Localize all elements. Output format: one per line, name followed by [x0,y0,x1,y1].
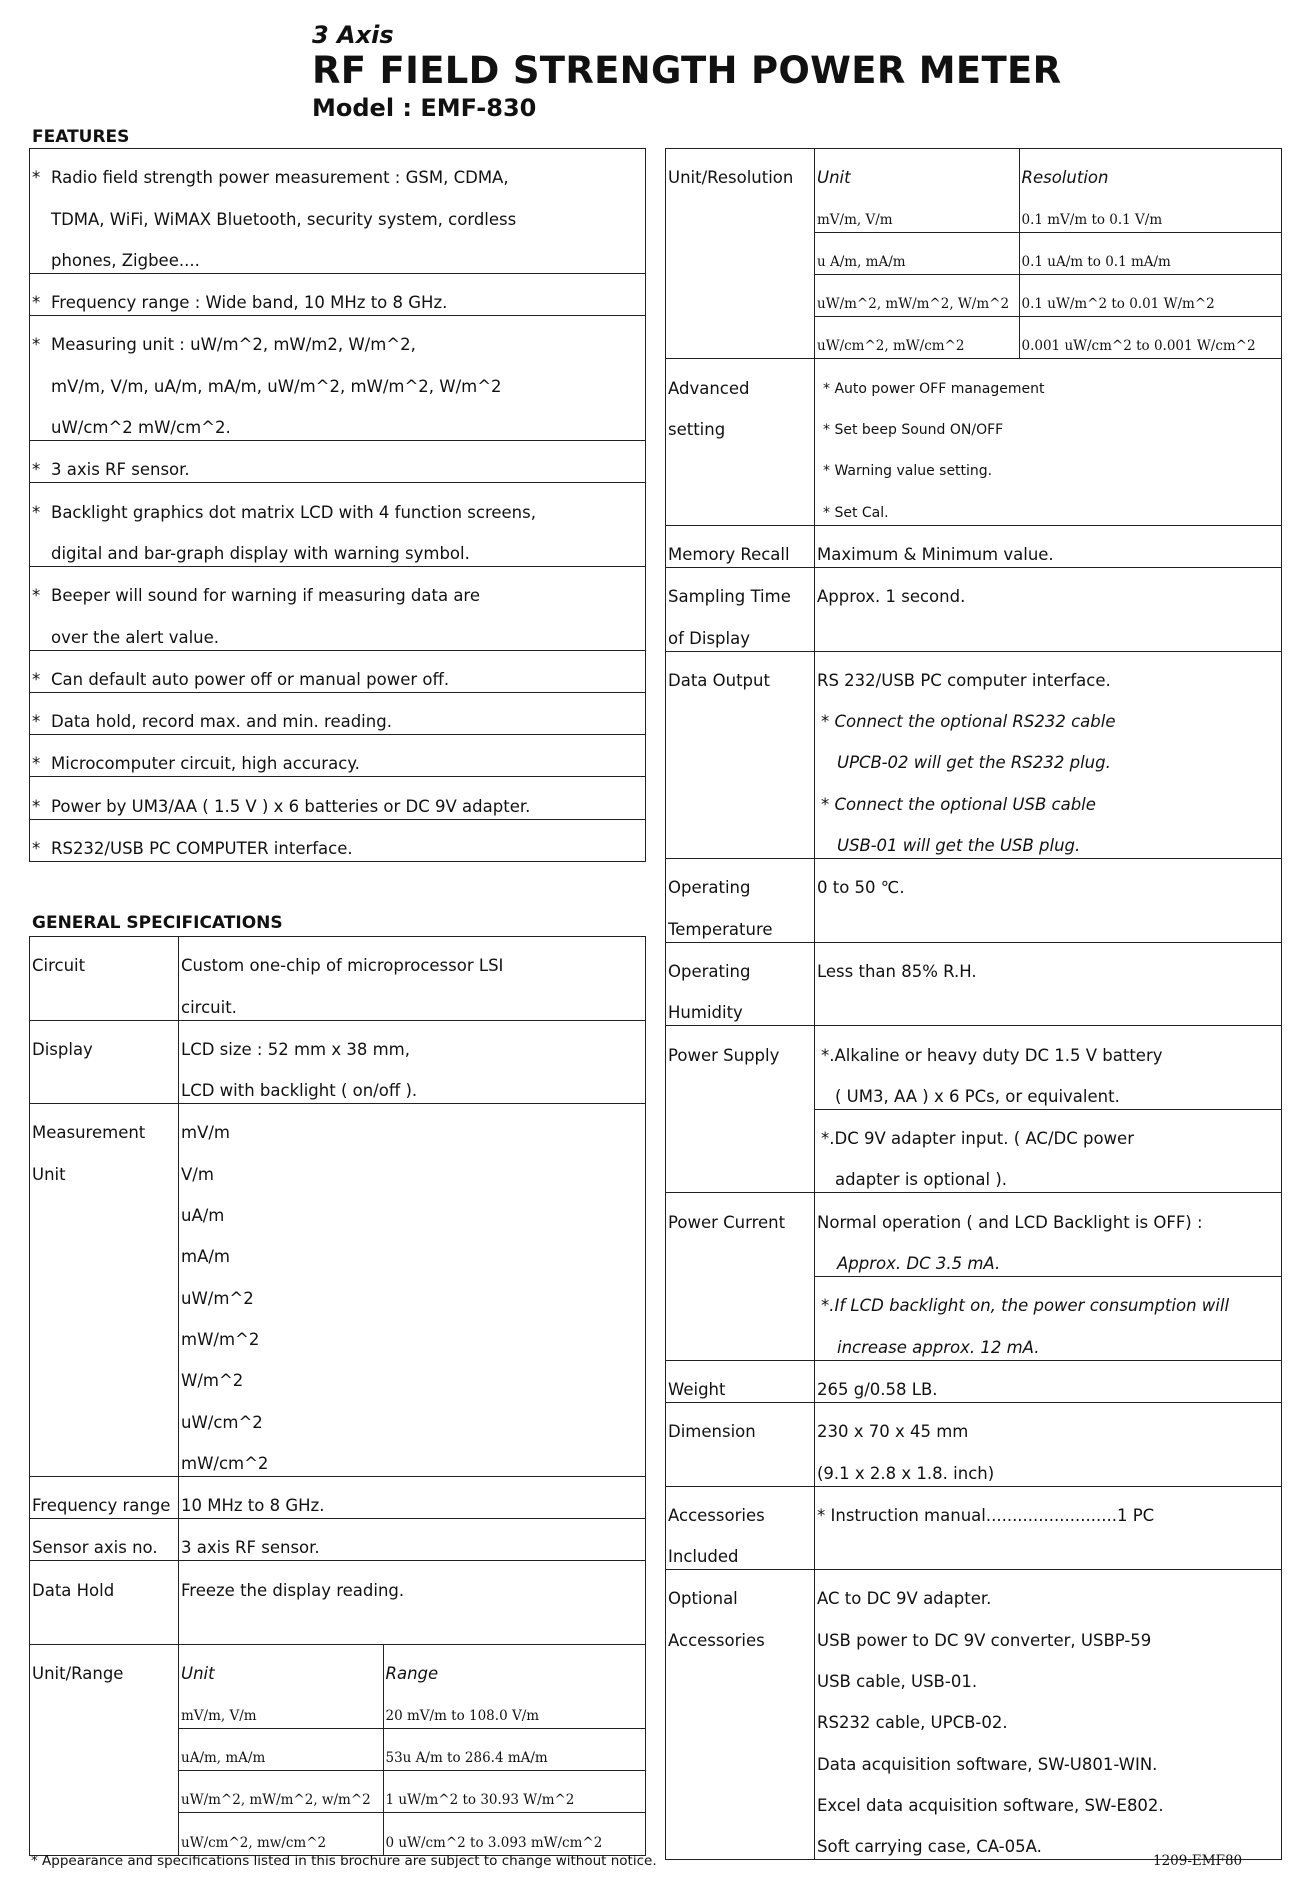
spec-value: *.DC 9V adapter input. ( AC/DC power [821,1129,1134,1149]
feature-text: uW/cm^2 mW/cm^2. [51,418,231,438]
range-cell: 53u A/m to 286.4 mA/m [385,1749,548,1766]
unit-res-row [815,274,1281,316]
feature-item [30,441,646,483]
spec-value: Maximum & Minimum value. [817,544,1054,564]
spec-label: Unit [32,1164,66,1184]
footer-code: 1209-EMF80 [1153,1853,1243,1869]
feature-line [32,190,643,231]
feature-line [32,651,643,692]
unit-cell: mV/m, V/m [181,1707,257,1724]
optional-accessory-item: USB cable, USB-01. [817,1671,978,1691]
spec-label: Included [668,1547,739,1567]
subtitle: 3 Axis [312,21,394,49]
spec-label: Accessories [668,1505,765,1525]
spec-label: Data Hold [32,1580,115,1600]
spec-row-memory [666,525,1282,567]
spec-label: Dimension [668,1422,756,1442]
unit-res-row [815,317,1281,359]
spec-row-display [30,1020,646,1104]
feature-text: Backlight graphics dot matrix LCD with 4 function screens, [51,502,536,522]
general-specs-table [29,936,646,1856]
feature-item [30,735,646,777]
spec-value: Custom one-chip of microprocessor LSI [181,956,504,976]
general-specs-heading: GENERAL SPECIFICATIONS [32,913,283,933]
advanced-setting-item: * Set beep Sound ON/OFF [823,422,1004,439]
feature-line [32,399,643,440]
resolution-cell: 0.1 uA/m to 0.1 mA/m [1021,253,1171,270]
spec-label: of Display [668,628,750,648]
spec-label: Temperature [668,919,773,939]
spec-value: *.If LCD backlight on, the power consumption will [821,1296,1230,1316]
spec-row-data-output [666,651,1282,858]
spec-label: Display [32,1039,93,1059]
range-cell: 0 uW/cm^2 to 3.093 mW/cm^2 [385,1834,603,1851]
unit-range-row [179,1728,645,1770]
unit-range-row [179,1770,645,1812]
spec-row-sensor [30,1519,646,1561]
spec-value: (9.1 x 2.8 x 1.8. inch) [817,1463,995,1483]
unit-range-table [179,1645,645,1854]
feature-text: mV/m, V/m, uA/m, mA/m, uW/m^2, mW/m^2, W/m^2 [51,376,502,396]
spec-label: Sensor axis no. [32,1538,158,1558]
bullet-star: * [32,460,41,480]
unit-resolution-table [815,149,1281,358]
unit-cell: uW/m^2, mW/m^2, W/m^2 [817,296,1010,313]
spec-value: LCD size : 52 mm x 38 mm, [181,1039,410,1059]
spec-value: adapter is optional ). [835,1170,1008,1190]
spec-value: 0 to 50 ℃. [817,878,905,898]
feature-text: Microcomputer circuit, high accuracy. [51,754,360,774]
feature-line [32,274,643,315]
spec-value: Approx. DC 3.5 mA. [837,1254,1001,1274]
spec-value: *.Alkaline or heavy duty DC 1.5 V battery [821,1045,1163,1065]
page-title: RF FIELD STRENGTH POWER METER [312,49,1062,92]
unit-item: mA/m [181,1247,230,1267]
feature-text: Can default auto power off or manual power off. [51,669,450,689]
feature-item [30,650,646,692]
unit-cell: uW/m^2, mW/m^2, w/m^2 [181,1792,371,1809]
spec-label: Measurement [32,1123,146,1143]
bullet-star: * [32,502,41,522]
spec-label: Optional [668,1589,738,1609]
unit-res-row [815,190,1281,232]
spec-row-op-temp [666,859,1282,943]
resolution-cell: 0.001 uW/cm^2 to 0.001 W/cm^2 [1021,338,1256,355]
feature-item [30,149,646,274]
spec-row-power-current [666,1193,1282,1360]
range-cell: 20 mV/m to 108.0 V/m [385,1707,540,1724]
spec-label: setting [668,420,726,440]
feature-item [30,273,646,315]
unit-cell: uW/cm^2, mW/cm^2 [817,338,965,355]
unit-range-row [179,1686,645,1728]
feature-line [32,820,643,861]
spec-label: Accessories [668,1630,765,1650]
feature-item [30,819,646,861]
spec-row-frequency [30,1476,646,1518]
optional-accessory-item: Data acquisition software, SW-U801-WIN. [817,1754,1158,1774]
unit-item: uW/cm^2 [181,1412,263,1432]
feature-line [32,567,643,608]
feature-text: Power by UM3/AA ( 1.5 V ) x 6 batteries or DC 9V adapter. [51,796,531,816]
optional-accessory-item: RS232 cable, UPCB-02. [817,1713,1008,1733]
feature-line [32,693,643,734]
spec-value: USB-01 will get the USB plug. [837,836,1081,856]
feature-line [32,777,643,818]
spec-label: Power Current [668,1212,786,1232]
bullet-star: * [32,669,41,689]
bullet-star: * [32,586,41,606]
feature-line [32,357,643,398]
feature-line [32,483,643,524]
unit-item: mW/m^2 [181,1329,260,1349]
feature-text: Frequency range : Wide band, 10 MHz to 8 GHz. [51,293,448,313]
feature-line [32,232,643,273]
spec-value: UPCB-02 will get the RS232 plug. [837,753,1111,773]
spec-label: Circuit [32,956,86,976]
spec-value: LCD with backlight ( on/off ). [181,1081,418,1101]
model-title: Model : EMF-830 [312,94,537,122]
spec-value: 3 axis RF sensor. [181,1538,320,1558]
feature-item [30,483,646,567]
spec-row-power-supply [666,1026,1282,1193]
bullet-star: * [32,754,41,774]
spec-row-accessories [666,1486,1282,1570]
advanced-setting-item: * Set Cal. [823,504,889,521]
bullet-star: * [32,168,41,188]
spec-value: increase approx. 12 mA. [837,1337,1040,1357]
spec-row-circuit [30,937,646,1021]
bullet-star: * [32,712,41,732]
feature-item [30,566,646,650]
spec-value: Freeze the display reading. [181,1580,405,1600]
unit-cell: mV/m, V/m [817,211,893,228]
spec-label: Memory Recall [668,544,790,564]
features-heading: FEATURES [32,127,130,147]
spec-value: 10 MHz to 8 GHz. [181,1496,325,1516]
unit-cell: uA/m, mA/m [181,1749,266,1766]
spec-row-weight [666,1360,1282,1402]
spec-label: Unit/Resolution [668,168,794,188]
power-supply-subtable [815,1026,1281,1192]
spec-row-op-humidity [666,942,1282,1026]
spec-label: Unit/Range [32,1664,124,1684]
spec-value: Normal operation ( and LCD Backlight is OFF) : [817,1212,1203,1232]
unit-item: mV/m [181,1123,230,1143]
feature-text: 3 axis RF sensor. [51,460,190,480]
feature-item [30,692,646,734]
feature-text: Measuring unit : uW/m^2, mW/m2, W/m^2, [51,335,416,355]
feature-text: phones, Zigbee.... [51,250,200,270]
feature-item [30,777,646,819]
resolution-cell: 0.1 uW/m^2 to 0.01 W/m^2 [1021,296,1215,313]
feature-line [32,525,643,566]
unit-range-header-range: Range [385,1664,439,1684]
spec-row-measurement-unit [30,1104,646,1477]
feature-text: Data hold, record max. and min. reading. [51,712,392,732]
unit-item: uA/m [181,1206,225,1226]
unit-item: uW/m^2 [181,1288,254,1308]
unit-res-header-unit: Unit [817,168,851,188]
spec-label: Power Supply [668,1045,780,1065]
bullet-star: * [32,293,41,313]
unit-cell: uW/cm^2, mw/cm^2 [181,1834,327,1851]
title-block [312,20,1061,124]
spec-label: Advanced [668,378,750,398]
range-cell: 1 uW/m^2 to 30.93 W/m^2 [385,1792,575,1809]
spec-label: Humidity [668,1003,743,1023]
advanced-setting-item: * Auto power OFF management [823,380,1045,397]
optional-accessory-item: Soft carrying case, CA-05A. [817,1837,1042,1857]
unit-item: mW/cm^2 [181,1453,269,1473]
right-specs-table [665,148,1282,1860]
unit-res-header-resolution: Resolution [1021,168,1109,188]
features-table [29,148,646,862]
footer-note: * Appearance and specifications listed in this brochure are subject to change without notice. [31,1853,657,1869]
spec-value: RS 232/USB PC computer interface. [817,670,1111,690]
spec-row-unit-resolution [666,149,1282,359]
spec-value: * Connect the optional USB cable [821,794,1096,814]
spec-row-dimension [666,1402,1282,1486]
spec-value: Approx. 1 second. [817,587,966,607]
spec-label: Weight [668,1379,726,1399]
feature-item [30,316,646,441]
spec-value: circuit. [181,997,237,1017]
bullet-star: * [32,839,41,859]
unit-item: V/m [181,1164,214,1184]
unit-item: W/m^2 [181,1371,244,1391]
advanced-setting-item: * Warning value setting. [823,463,993,480]
unit-cell: u A/m, mA/m [817,253,906,270]
spec-row-advanced [666,359,1282,525]
feature-text: TDMA, WiFi, WiMAX Bluetooth, security system, cordless [51,209,517,229]
spec-label: Sampling Time [668,587,791,607]
spec-row-sampling [666,567,1282,651]
feature-text: digital and bar-graph display with warning symbol. [51,543,470,563]
feature-text: Beeper will sound for warning if measuring data are [51,586,481,606]
optional-accessory-item: Excel data acquisition software, SW-E802. [817,1795,1164,1815]
optional-accessory-item: USB power to DC 9V converter, USBP-59 [817,1630,1152,1650]
spec-label: Frequency range [32,1496,171,1516]
spec-label: Data Output [668,670,770,690]
feature-line [32,441,643,482]
feature-line [32,316,643,357]
optional-accessory-item: AC to DC 9V adapter. [817,1589,992,1609]
unit-res-row [815,232,1281,274]
resolution-cell: 0.1 mV/m to 0.1 V/m [1021,211,1163,228]
bullet-star: * [32,796,41,816]
feature-text: over the alert value. [51,627,220,647]
spec-row-optional [666,1570,1282,1860]
feature-line [32,149,643,190]
spec-label: Operating [668,961,751,981]
spec-value: * Instruction manual.........................1 PC [817,1505,1155,1525]
feature-line [32,608,643,649]
spec-row-data-hold [30,1561,646,1645]
feature-text: RS232/USB PC COMPUTER interface. [51,839,353,859]
bullet-star: * [32,335,41,355]
power-current-subtable [815,1193,1281,1359]
feature-line [32,735,643,776]
unit-range-header-unit: Unit [181,1664,215,1684]
spec-label: Operating [668,878,751,898]
spec-row-unit-range [30,1645,646,1855]
spec-value: 230 x 70 x 45 mm [817,1422,969,1442]
spec-value: ( UM3, AA ) x 6 PCs, or equivalent. [835,1086,1120,1106]
feature-text: Radio field strength power measurement : GSM, CDMA, [51,168,509,188]
spec-value: Less than 85% R.H. [817,961,977,981]
spec-value: * Connect the optional RS232 cable [821,712,1116,732]
spec-value: 265 g/0.58 LB. [817,1379,938,1399]
unit-range-row [179,1813,645,1855]
